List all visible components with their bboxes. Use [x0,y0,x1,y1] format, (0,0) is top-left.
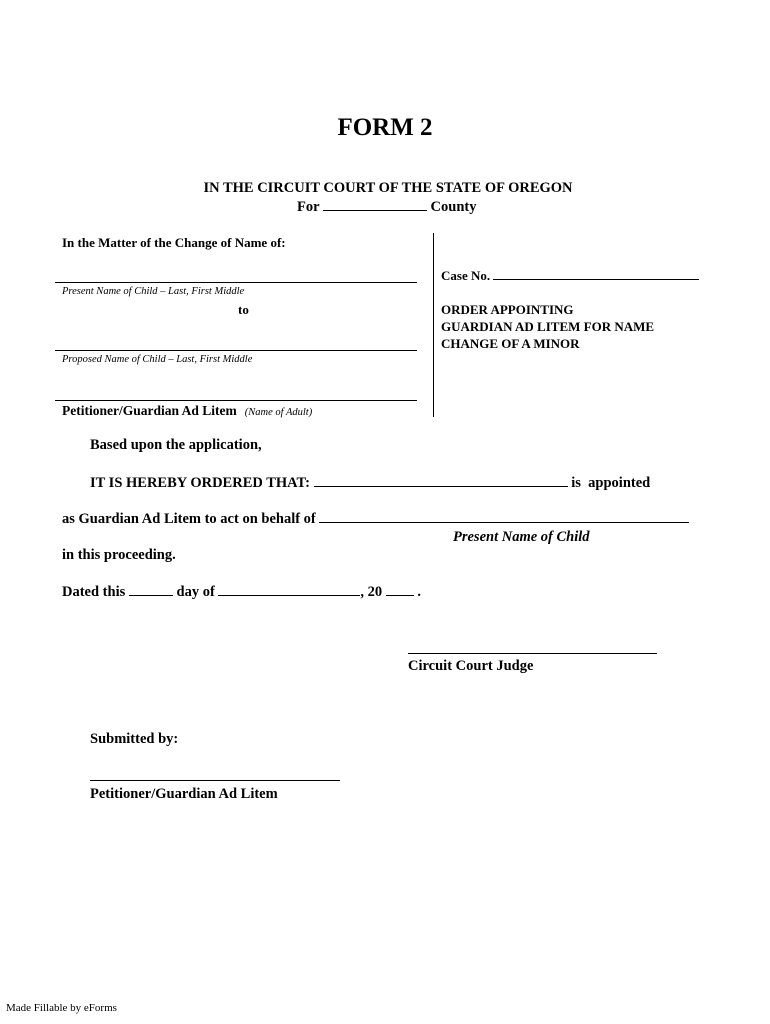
county-line [297,199,476,216]
ordered-row [90,475,650,492]
day-of-text: day of [176,584,215,600]
child-name-blank[interactable] [319,521,689,523]
guardian-name-blank[interactable] [314,485,568,487]
made-fillable-footer: Made Fillable by eForms [6,1002,117,1014]
proposed-name-hint: Proposed Name of Child – Last, First Middle [62,354,253,365]
county-label: County [430,199,477,215]
order-title-2: GUARDIAN AD LITEM FOR NAME [441,319,655,334]
petitioner-signature-label: Petitioner/Guardian Ad Litem [90,786,278,802]
judge-label: Circuit Court Judge [408,658,534,674]
present-name-hint: Present Name of Child – Last, First Middle [62,286,245,297]
for-label: For [297,199,320,215]
judge-signature-line[interactable] [408,653,657,654]
present-name-child-hint: Present Name of Child [453,529,590,545]
proposed-name-line[interactable] [55,350,417,351]
as-guardian-row [62,511,689,528]
matter-label: In the Matter of the Change of Name of: [62,235,286,250]
month-blank[interactable] [218,594,360,596]
dated-row [62,584,421,601]
case-no-blank[interactable] [493,278,699,280]
as-guardian-text: as Guardian Ad Litem to act on behalf of [62,511,316,527]
order-title-1: ORDER APPOINTING [441,302,574,317]
day-blank[interactable] [129,594,173,596]
petitioner-signature-line[interactable] [90,780,340,781]
petitioner-label: Petitioner/Guardian Ad Litem [62,403,237,418]
period-text: . [417,584,422,600]
based-upon-text: Based upon the application, [90,437,262,453]
in-this-proceeding-text: in this proceeding. [62,547,176,563]
court-heading: IN THE CIRCUIT COURT OF THE STATE OF OREGON [203,180,573,196]
dated-this-text: Dated this [62,584,126,600]
present-name-line[interactable] [55,282,417,283]
submitted-by-text: Submitted by: [90,731,179,747]
petitioner-name-line[interactable] [55,400,417,401]
caption-divider [433,233,434,417]
year-blank[interactable] [386,594,414,596]
to-label: to [238,302,249,317]
ordered-label: IT IS HEREBY ORDERED THAT: [90,475,310,491]
petitioner-caption [62,402,312,420]
order-title-3: CHANGE OF A MINOR [441,336,580,351]
petitioner-hint: (Name of Adult) [244,407,313,418]
case-no-label: Case No. [441,268,491,283]
form-title: FORM 2 [337,114,433,141]
county-blank[interactable] [323,209,427,211]
case-no-row [441,268,699,284]
is-appointed-text: is appointed [571,475,651,491]
year-prefix-text: , 20 [360,584,383,600]
